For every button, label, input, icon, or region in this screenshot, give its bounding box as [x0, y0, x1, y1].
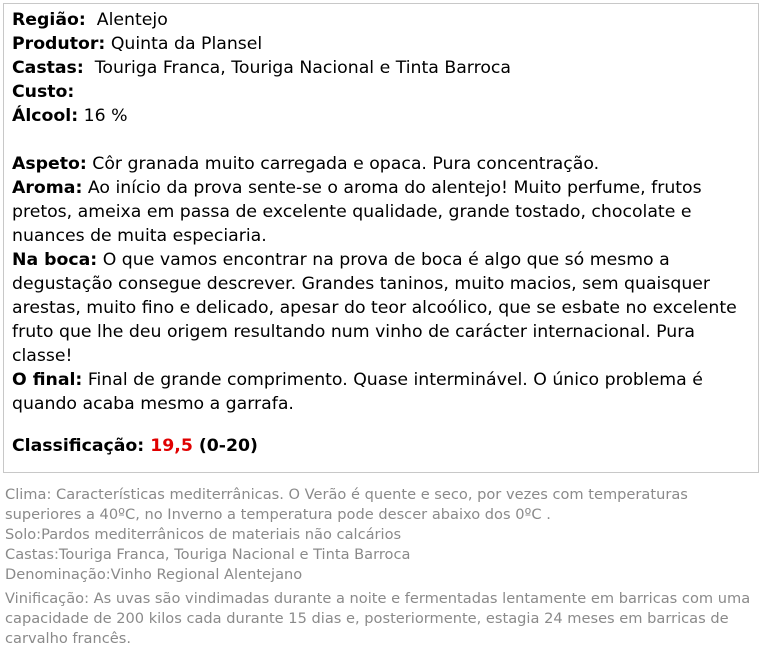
denominacao-label: Denominação:: [5, 566, 111, 583]
na-boca-value: O que vamos encontrar na prova de boca é algo que só mesmo a degustação consegue descrever. Grandes taninos, muito macios, sem quaisquer arestas, muito fino e delicado, apesar do teor alcoólico, que se esbate no excelente fruto que lhe deu origem resultando num vinho de carácter internacional. Pura classe!: [12, 250, 737, 366]
castas-value: Touriga Franca, Touriga Nacional e Tinta Barroca: [94, 58, 511, 78]
info-castas-value: Touriga Franca, Touriga Nacional e Tinta Barroca: [58, 546, 411, 563]
denominacao-line: [5, 565, 765, 585]
alcool-label: Álcool:: [12, 106, 79, 126]
vinificacao-value: As uvas são vindimadas durante a noite e fermentadas lentamente em barricas com uma capacidade de 200 kilos cada durante 15 dias e, posteriormente, estagia 24 meses em barricas de carvalho francês.: [5, 590, 751, 647]
aroma-label: Aroma:: [12, 178, 83, 198]
regiao-label: Região:: [12, 10, 86, 30]
wine-info-section: [5, 485, 765, 649]
clima-paragraph: [5, 485, 765, 525]
na-boca-paragraph: [12, 248, 758, 368]
o-final-label: O final:: [12, 370, 83, 390]
clima-value: Características mediterrânicas. O Verão é quente e seco, por vezes com temperaturas superiores a 40ºC, no Inverno a temperatura pode descer abaixo dos 0ºC .: [5, 486, 688, 523]
na-boca-label: Na boca:: [12, 250, 98, 270]
aroma-paragraph: [12, 176, 758, 248]
score-scale: (0-20): [198, 436, 258, 456]
regiao-value: Alentejo: [96, 10, 168, 30]
aspeto-line: [12, 152, 758, 176]
produtor-value: Quinta da Plansel: [110, 34, 263, 54]
produtor-line: [12, 32, 758, 56]
vinificacao-paragraph: [5, 589, 765, 649]
solo-line: [5, 525, 765, 545]
info-castas-line: [5, 545, 765, 565]
aroma-value: Ao início da prova sente-se o aroma do alentejo! Muito perfume, frutos pretos, ameixa em passa de excelente qualidade, grande tostado, chocolate e nuances de muita especiaria.: [12, 178, 702, 246]
classificacao-label: Classificação:: [12, 436, 145, 456]
regiao-line: [12, 8, 758, 32]
score-value: 19,5: [150, 436, 193, 456]
alcool-line: [12, 104, 758, 128]
custo-line: [12, 80, 758, 104]
aspeto-label: Aspeto:: [12, 154, 87, 174]
spacer: [12, 416, 758, 434]
alcool-value: 16 %: [83, 106, 128, 126]
castas-label: Castas:: [12, 58, 84, 78]
info-castas-label: Castas:: [5, 546, 59, 563]
clima-label: Clima:: [5, 486, 52, 503]
denominacao-value: Vinho Regional Alentejano: [110, 566, 303, 583]
custo-label: Custo:: [12, 82, 75, 102]
solo-label: Solo:: [5, 526, 42, 543]
spacer: [12, 128, 758, 152]
o-final-paragraph: [12, 368, 758, 416]
solo-value: Pardos mediterrânicos de materiais não calcários: [41, 526, 402, 543]
classificacao-line: [12, 434, 758, 458]
castas-line: [12, 56, 758, 80]
vinificacao-label: Vinificação:: [5, 590, 89, 607]
aspeto-value: Côr granada muito carregada e opaca. Pura concentração.: [92, 154, 600, 174]
produtor-label: Produtor:: [12, 34, 106, 54]
wine-review-box: [3, 3, 759, 473]
o-final-value: Final de grande comprimento. Quase interminável. O único problema é quando acaba mesmo a garrafa.: [12, 370, 703, 414]
